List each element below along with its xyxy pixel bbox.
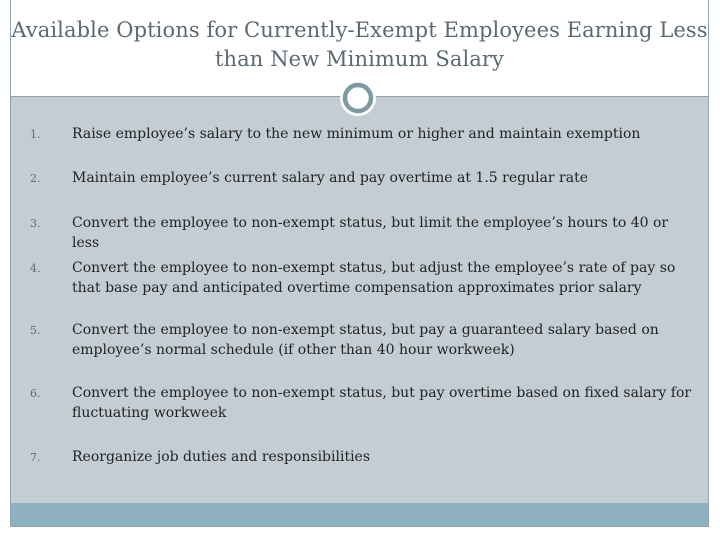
list-item-text: Convert the employee to non-exempt status, but adjust the employee’s rate of pay so that base pay and anticipated overtime compensation approximates prior salary [72, 260, 676, 296]
list-item-number: 4. [30, 262, 41, 275]
list-item-number: 1. [30, 128, 41, 141]
slide-title: Available Options for Currently-Exempt Employees Earning Less than New Minimum Salary [11, 18, 708, 71]
footer-bar [11, 503, 708, 526]
options-list [11, 97, 708, 503]
list-item-text: Reorganize job duties and responsibilities [72, 449, 371, 465]
circle-ring-icon-graphic [340, 80, 376, 116]
list-item-text: Convert the employee to non-exempt status, but limit the employee’s hours to 40 or less [72, 215, 669, 251]
list-item-text: Raise employee’s salary to the new minimum or higher and maintain exemption [72, 126, 641, 142]
list-item-number: 3. [30, 217, 41, 230]
content-area [11, 97, 708, 503]
list-item-text: Maintain employee’s current salary and pay overtime at 1.5 regular rate [72, 170, 588, 186]
list-item-number: 2. [30, 172, 41, 185]
circle-ring-icon [340, 80, 376, 116]
list-item-number: 5. [30, 324, 41, 337]
list-item-number: 7. [30, 451, 41, 464]
list-item-text: Convert the employee to non-exempt status, but pay a guaranteed salary based on employee’s normal schedule (if other than 40 hour workweek) [72, 322, 659, 358]
list-item-number: 6. [30, 387, 41, 400]
list-item-text: Convert the employee to non-exempt status, but pay overtime based on fixed salary for fluctuating workweek [72, 385, 692, 421]
